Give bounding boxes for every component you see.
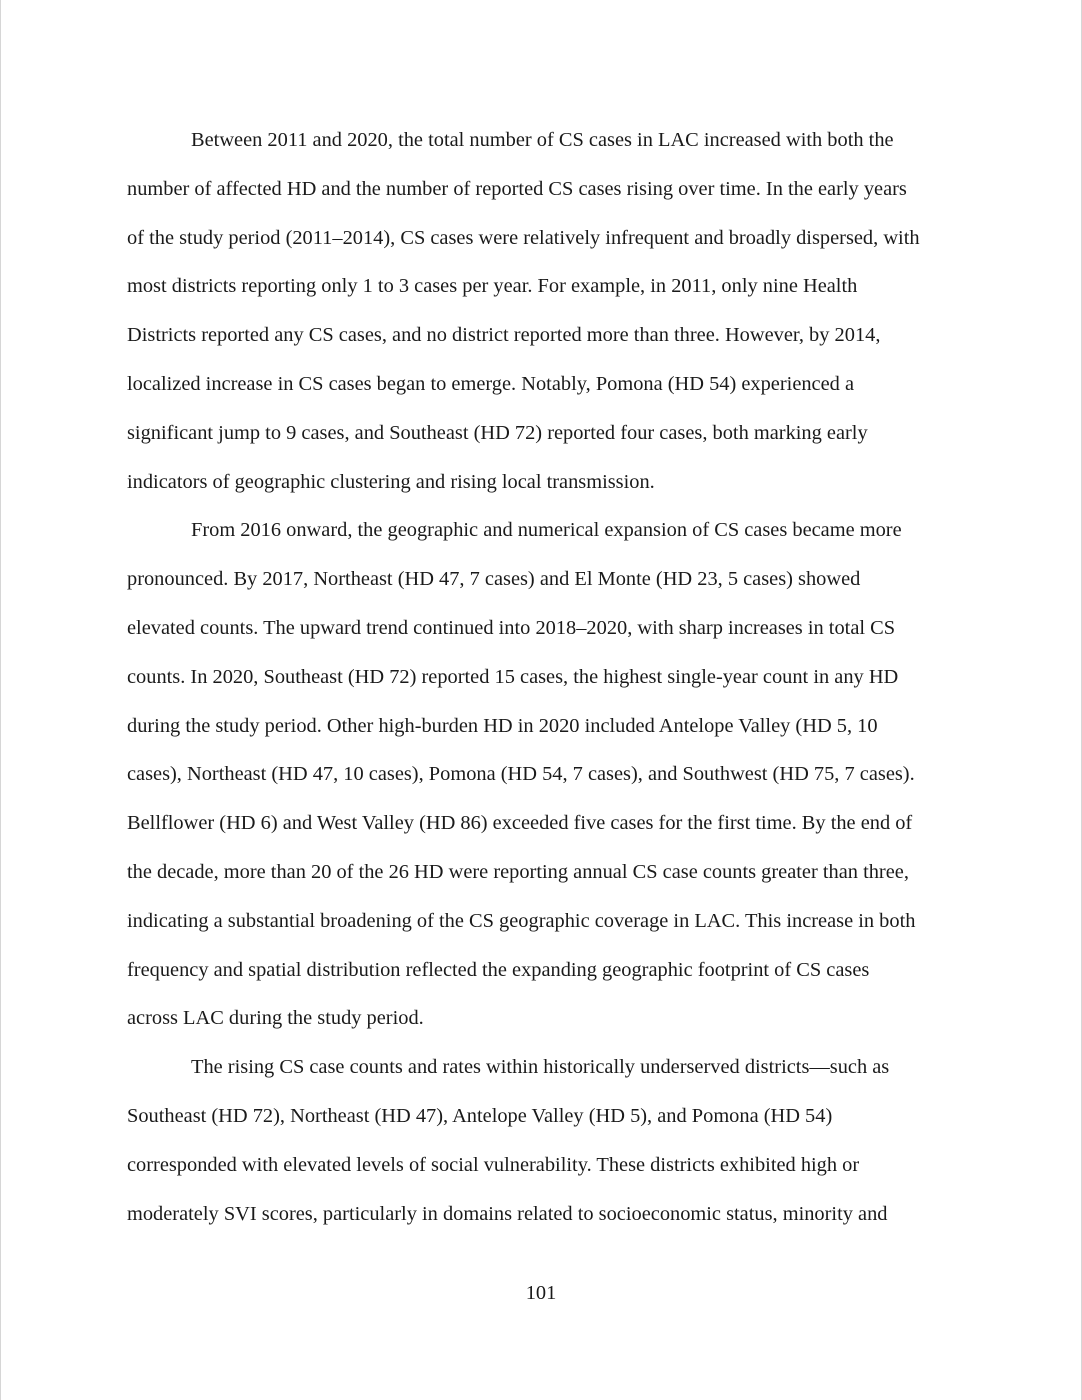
text-line: significant jump to 9 cases, and Southeast (HD 72) reported four cases, both marking early	[127, 421, 868, 444]
text-line: during the study period. Other high-burden HD in 2020 included Antelope Valley (HD 5, 10	[127, 714, 878, 737]
paragraph-3	[127, 1043, 959, 1238]
text-line: moderately SVI scores, particularly in domains related to socioeconomic status, minority and	[127, 1202, 888, 1225]
paragraph-1	[127, 116, 959, 506]
text-line: frequency and spatial distribution reflected the expanding geographic footprint of CS cases	[127, 958, 870, 981]
page-edge-left	[0, 0, 1, 1400]
document-body	[127, 116, 959, 1238]
text-line: elevated counts. The upward trend continued into 2018–2020, with sharp increases in total CS	[127, 616, 896, 639]
text-line: Southeast (HD 72), Northeast (HD 47), Antelope Valley (HD 5), and Pomona (HD 54)	[127, 1104, 833, 1127]
text-line: Districts reported any CS cases, and no district reported more than three. However, by 2014,	[127, 324, 881, 347]
text-line: across LAC during the study period.	[127, 1007, 424, 1030]
text-line: The rising CS case counts and rates within historically underserved districts—such as	[191, 1056, 890, 1079]
text-line: most districts reporting only 1 to 3 cases per year. For example, in 2011, only nine Health	[127, 275, 858, 298]
text-line: of the study period (2011–2014), CS cases were relatively infrequent and broadly dispersed, with	[127, 226, 920, 249]
paragraph-2	[127, 506, 959, 1043]
text-line: Bellflower (HD 6) and West Valley (HD 86) exceeded five cases for the first time. By the end of	[127, 812, 913, 835]
text-line: counts. In 2020, Southeast (HD 72) reported 15 cases, the highest single-year count in any HD	[127, 665, 899, 688]
text-line: corresponded with elevated levels of social vulnerability. These districts exhibited high or	[127, 1153, 860, 1176]
page-number: 101	[525, 1282, 557, 1304]
text-line: cases), Northeast (HD 47, 10 cases), Pomona (HD 54, 7 cases), and Southwest (HD 75, 7 cases).	[127, 763, 915, 786]
text-line: number of affected HD and the number of reported CS cases rising over time. In the early years	[127, 177, 907, 200]
text-line: the decade, more than 20 of the 26 HD were reporting annual CS case counts greater than three,	[127, 860, 909, 883]
text-line: From 2016 onward, the geographic and numerical expansion of CS cases became more	[191, 519, 902, 542]
text-line: indicating a substantial broadening of the CS geographic coverage in LAC. This increase in both	[127, 909, 916, 932]
text-line: localized increase in CS cases began to emerge. Notably, Pomona (HD 54) experienced a	[127, 372, 855, 395]
text-line: pronounced. By 2017, Northeast (HD 47, 7 cases) and El Monte (HD 23, 5 cases) showed	[127, 568, 861, 591]
text-line: indicators of geographic clustering and rising local transmission.	[127, 470, 655, 493]
text-line: Between 2011 and 2020, the total number of CS cases in LAC increased with both the	[191, 129, 894, 151]
